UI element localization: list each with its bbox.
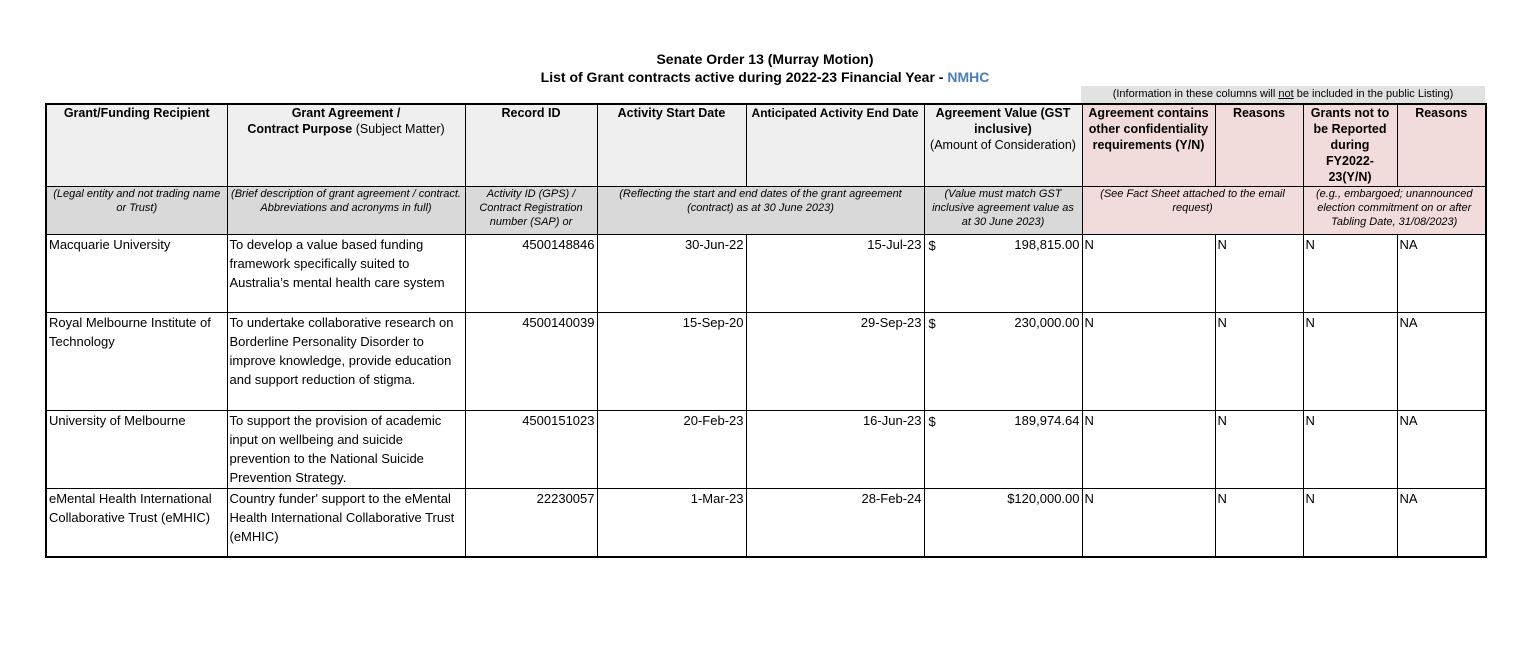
value-amount: 189,974.64 bbox=[1014, 412, 1080, 428]
cell-confidential: N bbox=[1082, 488, 1215, 557]
grant-contracts-table bbox=[45, 103, 1487, 558]
cell-value bbox=[924, 488, 1082, 557]
cell-record-id: 4500151023 bbox=[465, 410, 597, 488]
col-header-value-l2: (Amount of Consideration) bbox=[930, 138, 1076, 152]
header-row bbox=[46, 104, 1486, 186]
cell-reasons-2: NA bbox=[1397, 234, 1486, 312]
cell-recipient: Royal Melbourne Institute of Technology bbox=[46, 312, 227, 410]
info-note-post: be included in the public Listing) bbox=[1293, 88, 1454, 100]
cell-reasons-2: NA bbox=[1397, 410, 1486, 488]
cell-confidential: N bbox=[1082, 410, 1215, 488]
table-row bbox=[46, 410, 1486, 488]
currency-symbol: $ bbox=[928, 413, 936, 429]
note-recipient: (Legal entity and not trading name or Trust) bbox=[46, 186, 227, 234]
cell-reasons-1: N bbox=[1215, 234, 1303, 312]
cell-value bbox=[924, 234, 1082, 312]
note-value: (Value must match GST inclusive agreement value as at 30 June 2023) bbox=[924, 186, 1082, 234]
cell-not-reported: N bbox=[1303, 312, 1397, 410]
document-title bbox=[0, 50, 1523, 86]
title-accent: NMHC bbox=[947, 69, 990, 85]
confidential-columns-note bbox=[1081, 86, 1485, 103]
cell-not-reported: N bbox=[1303, 410, 1397, 488]
note-dates: (Reflecting the start and end dates of the grant agreement (contract) as at 30 June 2023) bbox=[597, 186, 924, 234]
currency-symbol: $ bbox=[928, 315, 936, 331]
cell-reasons-1: N bbox=[1215, 488, 1303, 557]
table-row bbox=[46, 312, 1486, 410]
cell-purpose: To undertake collaborative research on Borderline Personality Disorder to improve knowledge, provide education and support reduction of stigma. bbox=[227, 312, 465, 410]
info-note-pre: (Information in these columns will bbox=[1112, 88, 1279, 100]
cell-start-date: 1-Mar-23 bbox=[597, 488, 746, 557]
cell-reasons-1: N bbox=[1215, 312, 1303, 410]
value-amount: 198,815.00 bbox=[1014, 236, 1080, 252]
col-header-purpose bbox=[227, 104, 465, 186]
notes-row bbox=[46, 186, 1486, 234]
col-header-record-id: Record ID bbox=[465, 104, 597, 186]
col-header-recipient: Grant/Funding Recipient bbox=[46, 104, 227, 186]
cell-value bbox=[924, 312, 1082, 410]
col-header-confidentiality: Agreement contains other confidentiality requirements (Y/N) bbox=[1082, 104, 1215, 186]
col-header-reasons-1: Reasons bbox=[1215, 104, 1303, 186]
cell-recipient: eMental Health International Collaborative Trust (eMHIC) bbox=[46, 488, 227, 557]
cell-record-id: 4500148846 bbox=[465, 234, 597, 312]
col-header-end-date: Anticipated Activity End Date bbox=[746, 104, 924, 186]
cell-reasons-1: N bbox=[1215, 410, 1303, 488]
col-header-purpose-l2: Contract Purpose bbox=[247, 122, 353, 136]
cell-end-date: 29-Sep-23 bbox=[746, 312, 924, 410]
info-note-underline: not bbox=[1278, 88, 1294, 100]
cell-purpose: To support the provision of academic input on wellbeing and suicide prevention to the National Suicide Prevention Strategy. bbox=[227, 410, 465, 488]
cell-start-date: 15-Sep-20 bbox=[597, 312, 746, 410]
table-row bbox=[46, 234, 1486, 312]
cell-reasons-2: NA bbox=[1397, 312, 1486, 410]
cell-confidential: N bbox=[1082, 234, 1215, 312]
cell-recipient: University of Melbourne bbox=[46, 410, 227, 488]
col-header-agreement-value bbox=[924, 104, 1082, 186]
cell-end-date: 15-Jul-23 bbox=[746, 234, 924, 312]
note-confidentiality: (See Fact Sheet attached to the email request) bbox=[1082, 186, 1303, 234]
cell-start-date: 30-Jun-22 bbox=[597, 234, 746, 312]
title-line-2-text: List of Grant contracts active during 2022-23 Financial Year - bbox=[540, 69, 948, 85]
currency-symbol: $ bbox=[928, 237, 936, 253]
col-header-purpose-l1: Grant Agreement / bbox=[291, 106, 401, 120]
col-header-reasons-2: Reasons bbox=[1397, 104, 1486, 186]
title-line-2 bbox=[0, 68, 1523, 86]
table-row bbox=[46, 488, 1486, 557]
cell-end-date: 16-Jun-23 bbox=[746, 410, 924, 488]
note-record-id: Activity ID (GPS) / Contract Registration number (SAP) or bbox=[465, 186, 597, 234]
cell-purpose: To develop a value based funding framework specifically suited to Australia’s mental health care system bbox=[227, 234, 465, 312]
cell-record-id: 22230057 bbox=[465, 488, 597, 557]
cell-not-reported: N bbox=[1303, 234, 1397, 312]
note-purpose: (Brief description of grant agreement / contract. Abbreviations and acronyms in full) bbox=[227, 186, 465, 234]
col-header-start-date: Activity Start Date bbox=[597, 104, 746, 186]
cell-value bbox=[924, 410, 1082, 488]
col-header-not-reported: Grants not to be Reported during FY2022-23(Y/N) bbox=[1303, 104, 1397, 186]
title-line-1: Senate Order 13 (Murray Motion) bbox=[656, 51, 874, 67]
col-header-purpose-l3: (Subject Matter) bbox=[352, 122, 445, 136]
cell-purpose: Country funder' support to the eMental Health International Collaborative Trust (eMHIC) bbox=[227, 488, 465, 557]
cell-end-date: 28-Feb-24 bbox=[746, 488, 924, 557]
value-amount: $120,000.00 bbox=[1007, 490, 1080, 506]
cell-reasons-2: NA bbox=[1397, 488, 1486, 557]
note-not-reported: (e.g., embargoed; unannounced election commitment on or after Tabling Date, 31/08/2023) bbox=[1303, 186, 1486, 234]
cell-not-reported: N bbox=[1303, 488, 1397, 557]
value-amount: 230,000.00 bbox=[1014, 314, 1080, 330]
cell-start-date: 20-Feb-23 bbox=[597, 410, 746, 488]
cell-recipient: Macquarie University bbox=[46, 234, 227, 312]
cell-record-id: 4500140039 bbox=[465, 312, 597, 410]
cell-confidential: N bbox=[1082, 312, 1215, 410]
col-header-value-l1: Agreement Value (GST inclusive) bbox=[935, 106, 1071, 136]
